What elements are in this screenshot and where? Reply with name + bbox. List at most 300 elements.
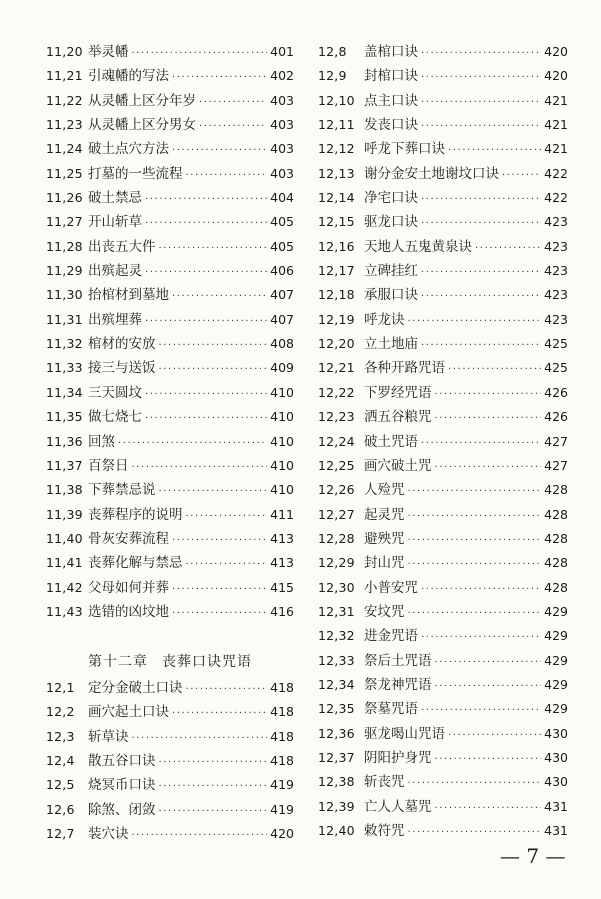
toc-entry — [46, 478, 294, 502]
entry-number: 12,16 — [318, 238, 355, 254]
entry-title: 净宅口诀 — [364, 190, 418, 207]
dot-leader — [421, 699, 541, 723]
entry-title: 从灵幡上区分男女 — [88, 117, 196, 134]
dot-leader — [421, 212, 541, 236]
entry-title: 祭龙神咒语 — [364, 676, 432, 693]
toc-entry — [46, 749, 294, 773]
entry-number: 12,36 — [318, 725, 355, 741]
toc-entry — [318, 40, 568, 64]
dot-leader — [132, 824, 268, 848]
entry-number: 12,35 — [318, 701, 355, 717]
entry-title: 接三与送饭 — [88, 360, 156, 377]
toc-entry — [318, 308, 568, 332]
entry-page: 423 — [544, 287, 568, 303]
entry-title: 安坟咒 — [364, 603, 405, 620]
entry-title: 天地人五鬼黄泉诀 — [364, 238, 472, 255]
entry-title: 抬棺材到墓地 — [88, 287, 169, 304]
entry-page: 419 — [270, 777, 294, 793]
entry-title: 出殡埋葬 — [88, 311, 142, 328]
dot-leader — [435, 383, 542, 407]
dot-leader — [199, 91, 267, 115]
dot-leader — [159, 751, 268, 775]
entry-number: 11,29 — [46, 263, 83, 279]
entry-title: 驱龙口诀 — [364, 214, 418, 231]
entry-number: 11,33 — [46, 360, 83, 376]
entry-page: 411 — [270, 506, 294, 522]
dot-leader — [145, 383, 267, 407]
entry-number: 12,27 — [318, 506, 355, 522]
entry-number: 12,23 — [318, 409, 355, 425]
entry-title: 洒五谷粮咒 — [364, 409, 432, 426]
entry-title: 丧葬化解与禁忌 — [88, 555, 183, 572]
entry-page: 410 — [270, 384, 294, 400]
entry-title: 封山咒 — [364, 555, 405, 572]
dot-leader — [435, 675, 542, 699]
entry-title: 做七烧七 — [88, 409, 142, 426]
toc-entry — [318, 235, 568, 259]
toc-entry — [318, 162, 568, 186]
toc-entry — [46, 454, 294, 478]
entry-number: 12,25 — [318, 457, 355, 473]
entry-page: 416 — [270, 603, 294, 619]
dot-leader — [421, 261, 541, 285]
entry-page: 421 — [544, 141, 568, 157]
toc-entry — [46, 137, 294, 161]
entry-page: 421 — [544, 92, 568, 108]
dot-leader — [159, 480, 268, 504]
dot-leader — [408, 602, 542, 626]
entry-number: 12,6 — [46, 801, 75, 817]
toc-entry — [46, 40, 294, 64]
toc-chapter-entries — [46, 676, 294, 846]
entry-number: 11,32 — [46, 336, 83, 352]
entry-number: 11,40 — [46, 530, 83, 546]
entry-page: 403 — [270, 92, 294, 108]
entry-title: 百祭日 — [88, 457, 129, 474]
entry-number: 12,32 — [318, 628, 355, 644]
dot-leader — [435, 797, 542, 821]
entry-page: 429 — [544, 701, 568, 717]
dot-leader — [421, 285, 541, 309]
entry-title: 呼龙诀 — [364, 311, 405, 328]
toc-entry — [318, 624, 568, 648]
entry-number: 11,21 — [46, 68, 83, 84]
toc-entry — [318, 332, 568, 356]
chapter-title: 丧葬口诀咒语 — [162, 654, 252, 670]
entry-number: 12,33 — [318, 652, 355, 668]
dot-leader — [408, 772, 542, 796]
entry-number: 12,24 — [318, 433, 355, 449]
entry-number: 12,26 — [318, 482, 355, 498]
entry-number: 11,37 — [46, 457, 83, 473]
entry-page: 431 — [544, 823, 568, 838]
dot-leader — [435, 748, 542, 772]
toc-entry — [46, 430, 294, 454]
entry-page: 410 — [270, 482, 294, 498]
entry-title: 亡人人墓咒 — [364, 798, 432, 815]
entry-number: 11,42 — [46, 579, 83, 595]
entry-title: 承服口诀 — [364, 287, 418, 304]
toc-entry — [318, 89, 568, 113]
entry-number: 11,20 — [46, 44, 83, 59]
toc-entry — [318, 430, 568, 454]
entry-title: 避殃咒 — [364, 530, 405, 547]
toc-entry — [46, 308, 294, 332]
entry-number: 12,29 — [318, 555, 355, 571]
dot-leader — [172, 702, 267, 726]
entry-number: 11,35 — [46, 409, 83, 425]
dot-leader — [408, 480, 542, 504]
entry-title: 除煞、闭敛 — [88, 801, 156, 818]
entry-number: 12,15 — [318, 214, 355, 230]
dot-leader — [159, 334, 268, 358]
entry-page: 419 — [270, 801, 294, 817]
toc-left-column — [46, 40, 294, 624]
toc-right-column — [318, 40, 568, 843]
entry-number: 11,22 — [46, 92, 83, 108]
entry-title: 破土点穴方法 — [88, 141, 169, 158]
toc-entry — [46, 725, 294, 749]
entry-title: 下葬禁忌说 — [88, 482, 156, 499]
toc-entry — [318, 576, 568, 600]
entry-number: 12,18 — [318, 287, 355, 303]
entry-title: 驱龙喝山咒语 — [364, 725, 445, 742]
entry-number: 11,41 — [46, 555, 83, 571]
entry-title: 谢分金安土地谢坟口诀 — [364, 165, 499, 182]
entry-number: 12,37 — [318, 749, 355, 765]
entry-title: 烧冥币口诀 — [88, 777, 156, 794]
entry-page: 429 — [544, 652, 568, 668]
entry-title: 打墓的一些流程 — [88, 165, 183, 182]
toc-entry — [318, 527, 568, 551]
dot-leader — [408, 821, 542, 845]
entry-title: 开山斩草 — [88, 214, 142, 231]
entry-number: 12,38 — [318, 774, 355, 790]
entry-title: 画穴破土咒 — [364, 457, 432, 474]
entry-number: 12,10 — [318, 92, 355, 108]
dot-leader — [421, 91, 541, 115]
dot-leader — [448, 139, 541, 163]
entry-page: 426 — [544, 384, 568, 400]
entry-page: 427 — [544, 457, 568, 473]
entry-title: 进金咒语 — [364, 628, 418, 645]
toc-entry — [318, 381, 568, 405]
entry-page: 420 — [544, 68, 568, 84]
entry-title: 发丧口诀 — [364, 117, 418, 134]
entry-page: 420 — [270, 826, 294, 842]
entry-page: 423 — [544, 214, 568, 230]
entry-page: 402 — [270, 68, 294, 84]
entry-page: 420 — [544, 44, 568, 59]
entry-page: 401 — [270, 44, 294, 59]
entry-page: 426 — [544, 409, 568, 425]
entry-page: 431 — [544, 798, 568, 814]
toc-entry — [46, 89, 294, 113]
dot-leader — [145, 261, 267, 285]
entry-title: 敕符咒 — [364, 823, 405, 839]
entry-number: 12,13 — [318, 165, 355, 181]
dot-leader — [159, 775, 268, 799]
toc-entry — [318, 210, 568, 234]
entry-title: 各种开路咒语 — [364, 360, 445, 377]
dot-leader — [159, 800, 268, 824]
entry-number: 12,4 — [46, 753, 75, 769]
entry-title: 骨灰安葬流程 — [88, 530, 169, 547]
entry-page: 413 — [270, 555, 294, 571]
entry-page: 430 — [544, 749, 568, 765]
dot-leader — [145, 310, 267, 334]
entry-number: 12,2 — [46, 704, 75, 720]
entry-number: 12,11 — [318, 117, 355, 133]
entry-page: 418 — [270, 728, 294, 744]
dot-leader — [186, 164, 268, 188]
entry-page: 428 — [544, 482, 568, 498]
entry-page: 407 — [270, 311, 294, 327]
entry-page: 409 — [270, 360, 294, 376]
entry-page: 422 — [544, 165, 568, 181]
toc-entry — [46, 700, 294, 724]
entry-title: 起灵咒 — [364, 506, 405, 523]
entry-title: 点主口诀 — [364, 92, 418, 109]
toc-entry — [318, 503, 568, 527]
entry-number: 12,22 — [318, 384, 355, 400]
dot-leader — [475, 237, 541, 261]
dot-leader — [408, 529, 542, 553]
entry-title: 举灵幡 — [88, 44, 129, 60]
entry-title: 破土咒语 — [364, 433, 418, 450]
toc-entry — [318, 283, 568, 307]
entry-title: 下罗经咒语 — [364, 384, 432, 401]
entry-number: 12,8 — [318, 44, 347, 59]
dot-leader — [172, 529, 267, 553]
toc-entry — [318, 454, 568, 478]
entry-number: 11,36 — [46, 433, 83, 449]
toc-entry — [318, 722, 568, 746]
toc-entry — [46, 356, 294, 380]
entry-title: 祭后土咒语 — [364, 652, 432, 669]
entry-title: 斩草诀 — [88, 728, 129, 745]
entry-page: 410 — [270, 409, 294, 425]
toc-entry — [46, 64, 294, 88]
entry-page: 428 — [544, 506, 568, 522]
toc-entry — [318, 356, 568, 380]
entry-page: 413 — [270, 530, 294, 546]
entry-title: 出殡起灵 — [88, 263, 142, 280]
entry-title: 封棺口诀 — [364, 68, 418, 85]
toc-entry — [46, 113, 294, 137]
entry-number: 11,31 — [46, 311, 83, 327]
entry-page: 423 — [544, 263, 568, 279]
chapter-heading — [88, 651, 252, 671]
entry-title: 立土地庙 — [364, 336, 418, 353]
dot-leader — [199, 115, 267, 139]
dot-leader — [159, 237, 268, 261]
entry-title: 父母如何并葬 — [88, 579, 169, 596]
entry-page: 410 — [270, 457, 294, 473]
dot-leader — [421, 188, 541, 212]
entry-title: 祭墓咒语 — [364, 701, 418, 718]
toc-entry — [318, 551, 568, 575]
entry-page: 429 — [544, 628, 568, 644]
entry-number: 12,34 — [318, 676, 355, 692]
entry-page: 423 — [544, 311, 568, 327]
dot-leader — [421, 334, 541, 358]
dot-leader — [172, 139, 267, 163]
toc-entry — [46, 551, 294, 575]
toc-entry — [46, 381, 294, 405]
entry-title: 选错的凶坟地 — [88, 603, 169, 620]
entry-page: 404 — [270, 190, 294, 206]
entry-number: 11,23 — [46, 117, 83, 133]
chapter-label: 第十二章 — [88, 654, 148, 670]
entry-title: 人殓咒 — [364, 482, 405, 499]
toc-entry — [318, 405, 568, 429]
dot-leader — [408, 505, 542, 529]
entry-title: 散五谷口诀 — [88, 753, 156, 770]
entry-title: 从灵幡上区分年岁 — [88, 92, 196, 109]
toc-entry — [46, 186, 294, 210]
dot-leader — [435, 407, 542, 431]
entry-page: 418 — [270, 680, 294, 695]
entry-number: 12,3 — [46, 728, 75, 744]
toc-entry — [318, 649, 568, 673]
entry-number: 11,24 — [46, 141, 83, 157]
entry-page: 415 — [270, 579, 294, 595]
dot-leader — [435, 456, 542, 480]
dot-leader — [186, 678, 268, 702]
entry-number: 11,28 — [46, 238, 83, 254]
entry-number: 11,43 — [46, 603, 83, 619]
dot-leader — [448, 358, 541, 382]
toc-entry — [46, 235, 294, 259]
toc-entry — [46, 527, 294, 551]
entry-page: 425 — [544, 360, 568, 376]
toc-entry — [318, 795, 568, 819]
entry-page: 403 — [270, 117, 294, 133]
entry-page: 428 — [544, 579, 568, 595]
entry-page: 418 — [270, 704, 294, 720]
entry-number: 11,38 — [46, 482, 83, 498]
entry-number: 12,9 — [318, 68, 347, 84]
entry-number: 11,39 — [46, 506, 83, 522]
toc-entry — [318, 259, 568, 283]
dot-leader — [408, 553, 542, 577]
entry-number: 12,39 — [318, 798, 355, 814]
entry-title: 呼龙下葬口诀 — [364, 141, 445, 158]
dot-leader — [145, 212, 267, 236]
toc-entry — [318, 64, 568, 88]
entry-title: 盖棺口诀 — [364, 44, 418, 60]
dot-leader — [421, 115, 541, 139]
dot-leader — [118, 432, 267, 456]
entry-page: 430 — [544, 725, 568, 741]
entry-number: 11,25 — [46, 165, 83, 181]
entry-number: 11,26 — [46, 190, 83, 206]
toc-entry — [318, 697, 568, 721]
entry-page: 408 — [270, 336, 294, 352]
toc-entry — [318, 770, 568, 794]
entry-page: 403 — [270, 141, 294, 157]
entry-page: 405 — [270, 238, 294, 254]
toc-entry — [46, 283, 294, 307]
toc-entry — [46, 576, 294, 600]
entry-title: 装穴诀 — [88, 826, 129, 843]
toc-entry — [46, 332, 294, 356]
toc-entry — [46, 822, 294, 846]
entry-number: 12,14 — [318, 190, 355, 206]
dot-leader — [421, 626, 541, 650]
entry-title: 丧葬程序的说明 — [88, 506, 183, 523]
entry-number: 12,12 — [318, 141, 355, 157]
toc-entry — [46, 676, 294, 700]
toc-entry — [318, 746, 568, 770]
dot-leader — [186, 553, 268, 577]
dot-leader — [132, 727, 268, 751]
dot-leader — [435, 651, 542, 675]
entry-title: 引魂幡的写法 — [88, 68, 169, 85]
toc-entry — [318, 186, 568, 210]
toc-entry — [46, 503, 294, 527]
entry-title: 棺材的安放 — [88, 336, 156, 353]
toc-entry — [46, 405, 294, 429]
toc-entry — [46, 210, 294, 234]
entry-title: 小普安咒 — [364, 579, 418, 596]
entry-number: 11,30 — [46, 287, 83, 303]
entry-number: 12,21 — [318, 360, 355, 376]
dot-leader — [132, 42, 268, 66]
entry-title: 定分金破土口诀 — [88, 680, 183, 696]
entry-number: 12,19 — [318, 311, 355, 327]
entry-title: 出丧五大件 — [88, 238, 156, 255]
dot-leader — [421, 578, 541, 602]
dot-leader — [448, 724, 541, 748]
entry-title: 破土禁忌 — [88, 190, 142, 207]
entry-page: 422 — [544, 190, 568, 206]
entry-page: 428 — [544, 530, 568, 546]
toc-entry — [318, 478, 568, 502]
entry-number: 12,1 — [46, 680, 75, 695]
entry-page: 429 — [544, 603, 568, 619]
dot-leader — [408, 310, 542, 334]
entry-number: 12,30 — [318, 579, 355, 595]
toc-entry — [318, 113, 568, 137]
entry-page: 407 — [270, 287, 294, 303]
dot-leader — [145, 188, 267, 212]
dot-leader — [159, 358, 268, 382]
entry-number: 11,27 — [46, 214, 83, 230]
entry-number: 12,20 — [318, 336, 355, 352]
entry-page: 430 — [544, 774, 568, 790]
entry-page: 403 — [270, 165, 294, 181]
entry-number: 12,40 — [318, 823, 355, 838]
entry-page: 427 — [544, 433, 568, 449]
entry-title: 立碑挂红 — [364, 263, 418, 280]
dot-leader — [421, 66, 541, 90]
entry-title: 阴阳护身咒 — [364, 749, 432, 766]
entry-number: 12,5 — [46, 777, 75, 793]
dot-leader — [132, 456, 268, 480]
entry-page: 428 — [544, 555, 568, 571]
toc-entry — [46, 259, 294, 283]
entry-page: 423 — [544, 238, 568, 254]
page-number: — 7 — — [500, 844, 566, 868]
entry-number: 12,31 — [318, 603, 355, 619]
entry-page: 405 — [270, 214, 294, 230]
entry-number: 11,34 — [46, 384, 83, 400]
entry-title: 画穴起土口诀 — [88, 704, 169, 721]
dot-leader — [421, 42, 541, 66]
dot-leader — [172, 66, 267, 90]
